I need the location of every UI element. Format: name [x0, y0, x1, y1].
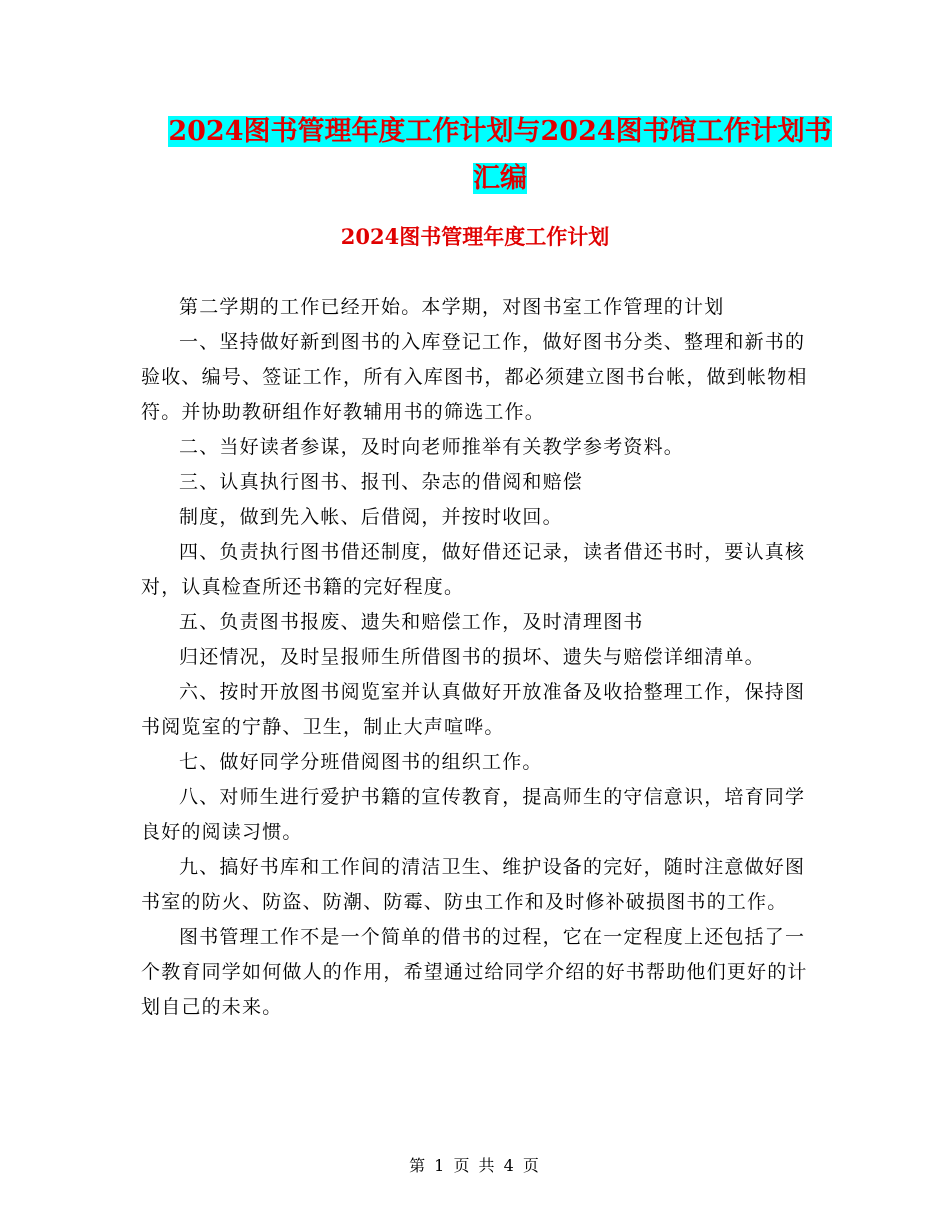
paragraph: 四、负责执行图书借还制度，做好借还记录，读者借还书时，要认真核对，认真检查所还书籍的完好程度。: [141, 541, 806, 598]
document-body: [141, 290, 821, 1025]
paragraph: 第二学期的工作已经开始。本学期，对图书室工作管理的计划: [179, 296, 725, 318]
paragraph: 图书管理工作不是一个简单的借书的过程，它在一定程度上还包括了一个教育同学如何做人的作用，希望通过给同学介绍的好书帮助他们更好的计划自己的未来。: [141, 926, 808, 1018]
title-line-2: 汇编: [473, 163, 527, 194]
paragraph: 一、坚持做好新到图书的入库登记工作，做好图书分类、整理和新书的验收、编号、签证工作，所有入库图书，都必须建立图书台帐，做到帐物相符。并协助教研组作好教辅用书的筛选工作。: [141, 331, 808, 423]
paragraph: 七、做好同学分班借阅图书的组织工作。: [179, 751, 543, 773]
section-title: 2024图书管理年度工作计划: [340, 224, 610, 249]
paragraph: 五、负责图书报废、遗失和赔偿工作，及时清理图书: [179, 611, 644, 633]
paragraph: 九、搞好书库和工作间的清洁卫生、维护设备的完好，随时注意做好图书室的防火、防盗、防潮、防霉、防虫工作和及时修补破损图书的工作。: [141, 856, 806, 913]
paragraph: 八、对师生进行爱护书籍的宣传教育，提高师生的守信意识，培育同学良好的阅读习惯。: [141, 786, 806, 843]
paragraph: 三、认真执行图书、报刊、杂志的借阅和赔偿: [179, 471, 584, 493]
paragraph: 制度，做到先入帐、后借阅，并按时收回。: [179, 506, 563, 528]
page-footer: 第 1 页 共 4 页: [409, 1156, 541, 1175]
document-title: [120, 108, 880, 202]
paragraph: 二、当好读者参谋，及时向老师推举有关教学参考资料。: [179, 436, 685, 458]
paragraph: 归还情况，及时呈报师生所借图书的损坏、遗失与赔偿详细清单。: [179, 646, 765, 668]
title-line-1: 2024图书管理年度工作计划与2024图书馆工作计划书: [168, 116, 832, 147]
paragraph: 六、按时开放图书阅览室并认真做好开放准备及收拾整理工作，保持图书阅览室的宁静、卫生，制止大声喧哗。: [141, 681, 806, 738]
